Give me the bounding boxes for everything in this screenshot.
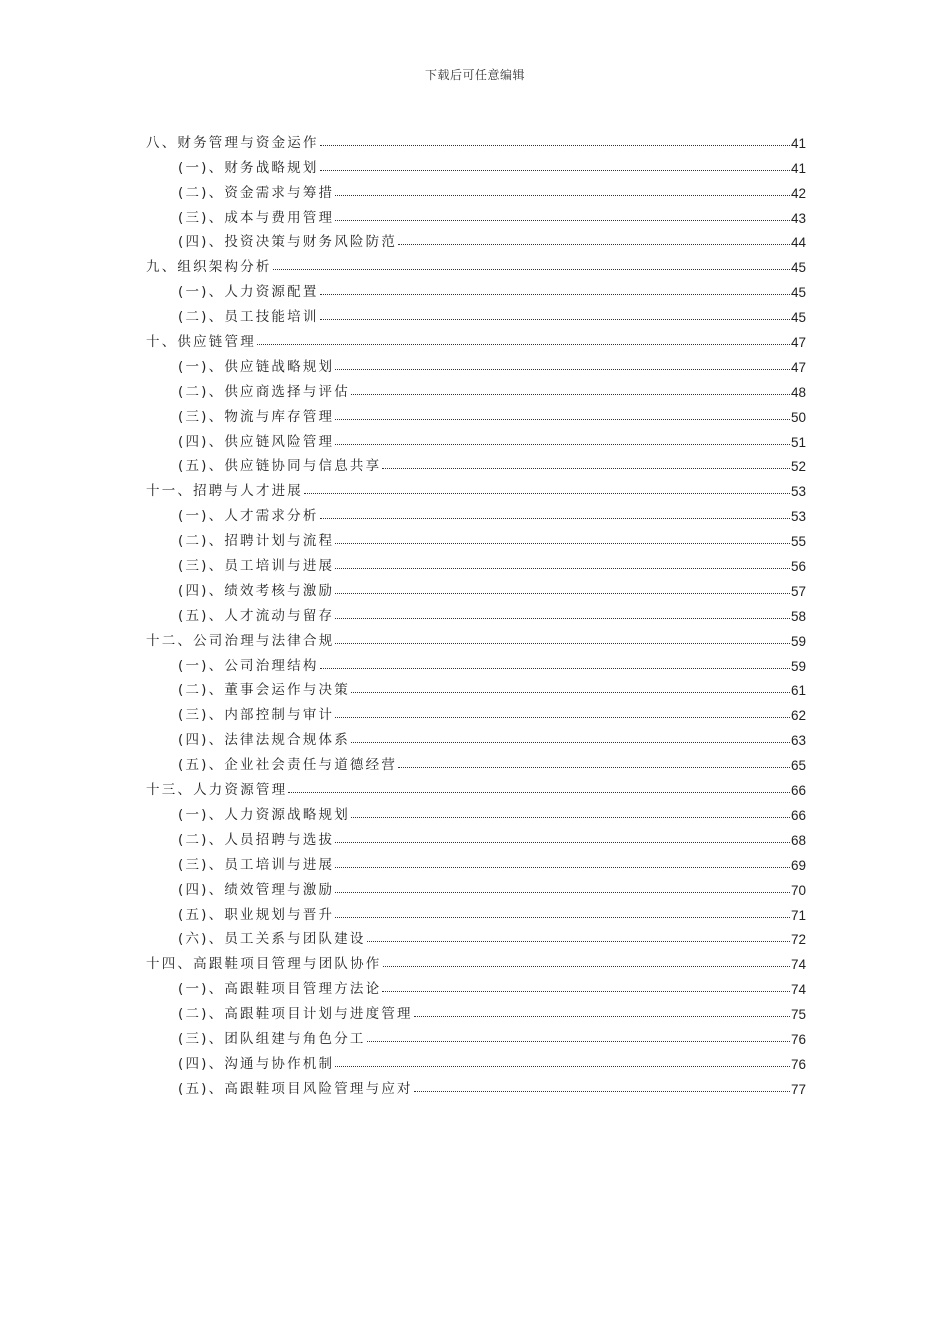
toc-page-number: 41 [790,135,806,151]
toc-entry-title: 八、财务管理与资金运作 [146,134,319,151]
toc-page-number: 44 [790,235,806,251]
toc-page-number: 68 [790,832,806,848]
toc-section-entry[interactable] [146,723,806,748]
toc-page-number: 53 [790,509,806,525]
toc-dot-leader [304,493,790,494]
toc-entry-title: (五)、高跟鞋项目风险管理与应对 [178,1080,413,1097]
toc-entry-title: (四)、绩效考核与激励 [178,582,335,599]
toc-dot-leader [335,543,790,544]
toc-dot-leader [273,269,790,270]
toc-dot-leader [382,468,790,469]
toc-entry-title: (三)、内部控制与审计 [178,707,335,724]
toc-dot-leader [398,767,790,768]
toc-page-number: 71 [790,907,806,923]
toc-section-entry[interactable] [146,1047,806,1072]
toc-page-number: 59 [790,633,806,649]
toc-entry-title: 十四、高跟鞋项目管理与团队协作 [146,956,382,973]
toc-dot-leader [414,1091,790,1092]
toc-dot-leader [257,344,790,345]
toc-chapter-entry[interactable] [146,474,806,499]
toc-entry-title: (五)、人才流动与留存 [178,607,335,624]
toc-dot-leader [351,817,790,818]
toc-entry-title: (五)、供应链协同与信息共享 [178,458,382,475]
toc-section-entry[interactable] [146,798,806,823]
toc-section-entry[interactable] [146,698,806,723]
toc-page-number: 62 [790,708,806,724]
toc-chapter-entry[interactable] [146,325,806,350]
toc-section-entry[interactable] [146,599,806,624]
toc-section-entry[interactable] [146,1022,806,1047]
toc-page-number: 65 [790,758,806,774]
toc-entry-title: (五)、职业规划与晋升 [178,906,335,923]
toc-page-number: 53 [790,484,806,500]
toc-dot-leader [335,618,790,619]
toc-page-number: 55 [790,534,806,550]
toc-section-entry[interactable] [146,400,806,425]
toc-dot-leader [320,145,790,146]
toc-page-number: 51 [790,434,806,450]
toc-chapter-entry[interactable] [146,773,806,798]
toc-section-entry[interactable] [146,1072,806,1097]
toc-entry-title: (四)、投资决策与财务风险防范 [178,234,398,251]
toc-dot-leader [335,1066,790,1067]
toc-entry-title: (一)、高跟鞋项目管理方法论 [178,981,382,998]
toc-entry-title: (三)、成本与费用管理 [178,209,335,226]
toc-entry-title: (一)、公司治理结构 [178,657,319,674]
toc-dot-leader [320,518,790,519]
toc-section-entry[interactable] [146,450,806,475]
toc-dot-leader [351,692,790,693]
toc-page-number: 42 [790,185,806,201]
toc-entry-title: (四)、绩效管理与激励 [178,881,335,898]
toc-entry-title: (一)、人力资源战略规划 [178,806,350,823]
toc-entry-title: (六)、员工关系与团队建设 [178,931,366,948]
toc-page-number: 74 [790,982,806,998]
toc-dot-leader [367,941,790,942]
toc-page-number: 57 [790,583,806,599]
toc-entry-title: (五)、企业社会责任与道德经营 [178,757,398,774]
toc-dot-leader [335,917,790,918]
toc-dot-leader [335,369,790,370]
toc-entry-title: 十三、人力资源管理 [146,782,288,799]
toc-section-entry[interactable] [146,524,806,549]
toc-page-number: 61 [790,683,806,699]
toc-page-number: 45 [790,285,806,301]
toc-entry-title: 十、供应链管理 [146,334,256,351]
toc-page-number: 76 [790,1031,806,1047]
toc-page-number: 66 [790,807,806,823]
toc-dot-leader [398,244,790,245]
toc-section-entry[interactable] [146,649,806,674]
toc-dot-leader [414,1016,790,1017]
toc-entry-title: (二)、人员招聘与选拔 [178,831,335,848]
toc-page-number: 56 [790,559,806,575]
toc-entry-title: (二)、董事会运作与决策 [178,682,350,699]
toc-page-number: 50 [790,409,806,425]
toc-entry-title: (一)、财务战略规划 [178,159,319,176]
toc-section-entry[interactable] [146,275,806,300]
toc-entry-title: (二)、资金需求与筹措 [178,184,335,201]
toc-page-number: 47 [790,335,806,351]
toc-section-entry[interactable] [146,674,806,699]
toc-dot-leader [335,892,790,893]
toc-dot-leader [320,294,790,295]
toc-section-entry[interactable] [146,151,806,176]
toc-dot-leader [335,220,790,221]
toc-page-number: 72 [790,932,806,948]
toc-entry-title: (三)、物流与库存管理 [178,408,335,425]
toc-dot-leader [320,319,790,320]
toc-page-number: 45 [790,310,806,326]
toc-dot-leader [351,394,790,395]
toc-section-entry[interactable] [146,226,806,251]
toc-dot-leader [335,419,790,420]
toc-section-entry[interactable] [146,898,806,923]
toc-page-number: 47 [790,359,806,375]
toc-entry-title: (四)、法律法规合规体系 [178,732,350,749]
toc-page-number: 43 [790,210,806,226]
toc-chapter-entry[interactable] [146,126,806,151]
toc-page-number: 59 [790,658,806,674]
toc-dot-leader [335,593,790,594]
toc-section-entry[interactable] [146,201,806,226]
toc-section-entry[interactable] [146,350,806,375]
page-header: 下载后可任意编辑 [424,68,525,82]
toc-entry-title: (三)、团队组建与角色分工 [178,1030,366,1047]
toc-page-number: 48 [790,384,806,400]
table-of-contents [146,126,806,1097]
toc-section-entry[interactable] [146,823,806,848]
toc-dot-leader [335,717,790,718]
toc-section-entry[interactable] [146,425,806,450]
toc-section-entry[interactable] [146,873,806,898]
toc-dot-leader [367,1041,790,1042]
toc-dot-leader [335,842,790,843]
toc-entry-title: 十二、公司治理与法律合规 [146,632,335,649]
toc-dot-leader [288,792,790,793]
toc-dot-leader [320,668,790,669]
toc-entry-title: (二)、供应商选择与评估 [178,383,350,400]
toc-page-number: 66 [790,783,806,799]
toc-section-entry[interactable] [146,375,806,400]
toc-section-entry[interactable] [146,499,806,524]
toc-entry-title: (三)、员工培训与进展 [178,558,335,575]
toc-dot-leader [335,195,790,196]
toc-entry-title: 九、组织架构分析 [146,259,272,276]
toc-page-number: 58 [790,608,806,624]
toc-dot-leader [382,991,790,992]
toc-page-number: 41 [790,160,806,176]
toc-entry-title: (一)、供应链战略规划 [178,358,335,375]
toc-dot-leader [335,867,790,868]
toc-entry-title: (三)、员工培训与进展 [178,856,335,873]
toc-dot-leader [335,568,790,569]
toc-entry-title: (一)、人力资源配置 [178,284,319,301]
toc-page-number: 70 [790,882,806,898]
toc-entry-title: (一)、人才需求分析 [178,508,319,525]
toc-page-number: 69 [790,857,806,873]
toc-dot-leader [351,742,790,743]
toc-entry-title: (二)、员工技能培训 [178,309,319,326]
toc-section-entry[interactable] [146,574,806,599]
toc-dot-leader [335,444,790,445]
toc-dot-leader [383,966,790,967]
toc-chapter-entry[interactable] [146,250,806,275]
toc-section-entry[interactable] [146,848,806,873]
toc-section-entry[interactable] [146,300,806,325]
toc-chapter-entry[interactable] [146,624,806,649]
toc-entry-title: (二)、招聘计划与流程 [178,533,335,550]
toc-entry-title: (二)、高跟鞋项目计划与进度管理 [178,1006,413,1023]
toc-section-entry[interactable] [146,997,806,1022]
toc-page-number: 74 [790,957,806,973]
toc-page-number: 75 [790,1007,806,1023]
toc-page-number: 52 [790,459,806,475]
toc-entry-title: (四)、供应链风险管理 [178,433,335,450]
toc-section-entry[interactable] [146,972,806,997]
toc-section-entry[interactable] [146,549,806,574]
toc-section-entry[interactable] [146,748,806,773]
toc-page-number: 63 [790,733,806,749]
toc-chapter-entry[interactable] [146,947,806,972]
toc-section-entry[interactable] [146,923,806,948]
toc-section-entry[interactable] [146,176,806,201]
toc-dot-leader [335,643,790,644]
toc-page-number: 45 [790,260,806,276]
toc-entry-title: (四)、沟通与协作机制 [178,1055,335,1072]
toc-page-number: 76 [790,1056,806,1072]
toc-page-number: 77 [790,1081,806,1097]
toc-entry-title: 十一、招聘与人才进展 [146,483,303,500]
toc-dot-leader [320,170,790,171]
